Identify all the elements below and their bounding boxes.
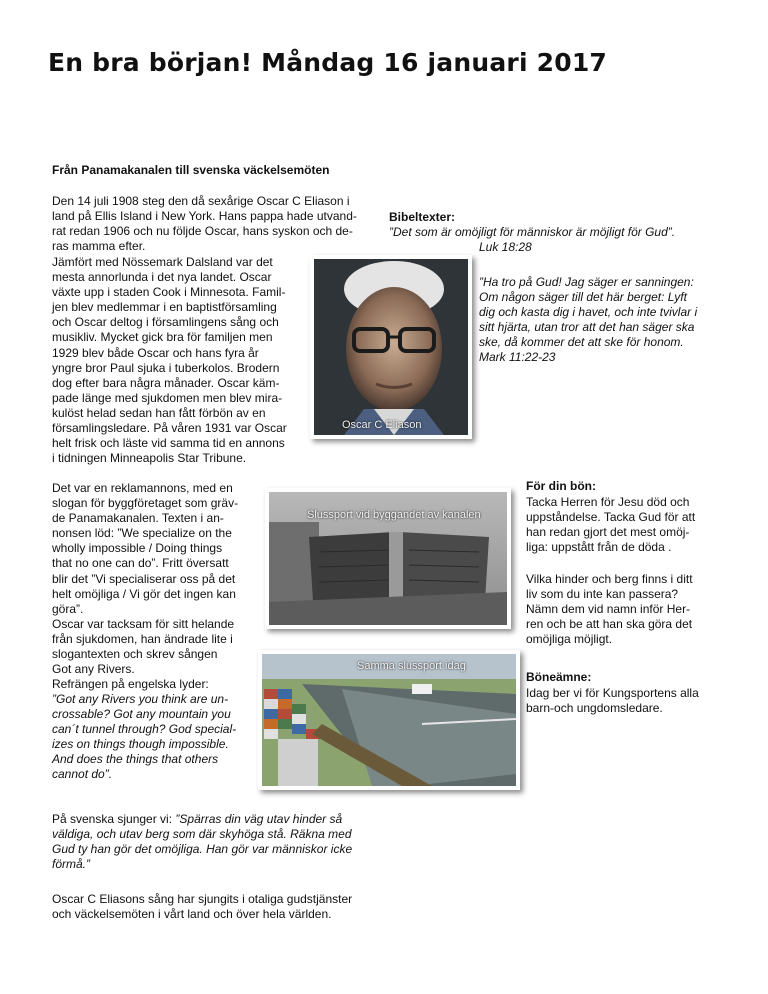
refrain-line: cannot do”.	[52, 767, 113, 782]
article-paragraph-intro	[52, 194, 357, 254]
refrain-line: And does the things that others	[52, 752, 219, 767]
prayer-topic-line: barn-och ungdomsledare.	[526, 701, 663, 716]
article-line: rat redan 1906 och nu följde Oscar, hans syskon och de-	[52, 224, 353, 239]
article-paragraph-song	[52, 617, 234, 692]
prayer-topic-heading: Böneämne:	[526, 670, 592, 684]
swedish-intro: På svenska sjunger vi:	[52, 812, 176, 826]
prayer-questions	[526, 572, 693, 647]
article-subheading: Från Panamakanalen till svenska väckelsemöten	[52, 163, 330, 177]
prayer-line: omöjliga möjligt.	[526, 632, 613, 647]
article-line: ras mamma efter.	[52, 239, 146, 254]
swedish-line: ”Spärras din väg utav hinder så	[175, 812, 343, 826]
article-line: växte upp i staden Cook i Minnesota. Famil-	[52, 285, 286, 300]
prayer-topic-text	[526, 686, 699, 716]
article-line: slogantexten och skrev sången	[52, 647, 218, 662]
article-line: 1929 blev både Oscar och hans fyra år	[52, 345, 259, 360]
closing-paragraph	[52, 892, 352, 922]
lock-today-photo	[258, 650, 520, 790]
article-line: mesta annorlunda i det nya landet. Oscar	[52, 270, 272, 285]
article-line: helt frisk och läste vid samma tid en annons	[52, 436, 285, 451]
article-line: från sjukdomen, han ändrade lite i	[52, 632, 233, 647]
article-line: göra”.	[52, 601, 84, 616]
bible-verse-line: dig och kasta dig i havet, och inte tvivlar i	[479, 305, 698, 320]
prayer-line: Tacka Herren för Jesu död och	[526, 495, 690, 509]
article-paragraph-slogan	[52, 481, 238, 617]
closing-line: och väckelsemöten i vårt land och över hela världen.	[52, 907, 332, 922]
article-line: Got any Rivers.	[52, 662, 135, 677]
refrain-swedish	[52, 812, 352, 872]
article-line: jen blev medlemmar i en baptistförsamling	[52, 300, 277, 315]
swedish-line: förmå.”	[52, 857, 91, 872]
prayer-line: liv som du inte kan passera?	[526, 587, 679, 602]
article-line: Den 14 juli 1908 steg den då sexårige Oscar C Eliason i	[52, 194, 350, 208]
article-line: blir det ”Vi specialiserar oss på det	[52, 571, 236, 586]
prayer-line: Nämn dem vid namn inför Her-	[526, 602, 691, 617]
page-title: En bra början! Måndag 16 januari 2017	[48, 48, 608, 77]
bible-ref-2: Mark 11:22-23	[479, 350, 556, 364]
refrain-line: izes on things though impossible.	[52, 737, 229, 752]
article-line: slogan för byggföretaget som gräv-	[52, 496, 239, 511]
article-line: yngre bror Paul sjuka i tuberkolos. Brodern	[52, 360, 280, 375]
article-line: Jämfört med Nössemark Dalsland var det	[52, 255, 273, 269]
article-line: that no one can do”. Fritt översatt	[52, 556, 229, 571]
article-line: församlingsledare. På våren 1931 var Oscar	[52, 421, 287, 436]
portrait-photo	[310, 255, 472, 439]
article-line: i tidningen Minneapolis Star Tribune.	[52, 451, 247, 466]
article-line: wholly impossible / Doing things	[52, 541, 223, 556]
swedish-line: Gud ty han gör det omöjliga. Han gör var människor icke	[52, 842, 353, 857]
lock-today-image	[262, 654, 516, 786]
portrait-image	[314, 259, 468, 435]
article-line: och Oscar deltog i församlingens sång och	[52, 315, 279, 330]
closing-line: Oscar C Eliasons sång har sjungits i otaliga gudstjänster	[52, 892, 353, 906]
prayer-line: liga: uppstått från de döda .	[526, 540, 672, 555]
prayer-heading: För din bön:	[526, 479, 596, 493]
bible-verse-line: ”Ha tro på Gud! Jag säger er sanningen:	[479, 275, 694, 289]
article-line: kulöst helad sedan han fått förbön av en	[52, 405, 266, 420]
article-line: de Panamakanalen. Texten i an-	[52, 511, 224, 526]
bible-verse-2	[479, 275, 697, 350]
bible-verse-line: ske, då kommer det att ske för honom.	[479, 335, 684, 350]
bible-heading: Bibeltexter:	[389, 210, 456, 224]
article-paragraph-illness	[52, 255, 287, 466]
prayer-line: uppståndelse. Tacka Gud för att	[526, 510, 696, 525]
prayer-line: han redan gjort det mest omöj-	[526, 525, 690, 540]
lock-today-caption: Samma slussport idag	[357, 660, 466, 672]
refrain-english	[52, 692, 236, 783]
refrain-line: can´t tunnel through? God special-	[52, 722, 237, 737]
prayer-paragraph	[526, 495, 695, 555]
prayer-line: Vilka hinder och berg finns i ditt	[526, 572, 693, 586]
refrain-line: crossable? Got any mountain you	[52, 707, 231, 722]
bible-ref-1: Luk 18:28	[479, 240, 532, 254]
prayer-line: ren och be att han ska göra det	[526, 617, 693, 632]
article-line: Refrängen på engelska lyder:	[52, 677, 209, 692]
bible-verse-line: sitt hjärta, utan tror att det han säger ska	[479, 320, 695, 335]
article-line: dog efter bara några månader. Oscar käm-	[52, 375, 280, 390]
bible-verse-line: Om någon säger till det här berget: Lyft	[479, 290, 687, 305]
article-line: Det var en reklamannons, med en	[52, 481, 233, 495]
article-line: musikliv. Mycket gick bra för familjen men	[52, 330, 273, 345]
article-line: helt omöjliga / Vi gör det ingen kan	[52, 586, 236, 601]
portrait-caption: Oscar C Eliason	[342, 419, 422, 431]
article-line: Oscar var tacksam för sitt helande	[52, 617, 235, 631]
lock-construction-photo	[265, 488, 511, 629]
article-line: land på Ellis Island i New York. Hans pappa hade utvand-	[52, 209, 357, 224]
refrain-line: ”Got any Rivers you think are un-	[52, 692, 229, 706]
lock-construction-caption: Slussport vid byggandet av kanalen	[307, 509, 481, 521]
swedish-line: väldiga, och utav berg som där skyhöga stå. Räkna med	[52, 827, 352, 842]
article-line: pade länge med sjukdomen men blev mira-	[52, 390, 283, 405]
bible-verse-1: ”Det som är omöjligt för människor är möjligt för Gud”.	[389, 225, 676, 239]
prayer-topic-line: Idag ber vi för Kungsportens alla	[526, 686, 699, 700]
article-line: nonsen löd: ”We specialize on the	[52, 526, 232, 541]
